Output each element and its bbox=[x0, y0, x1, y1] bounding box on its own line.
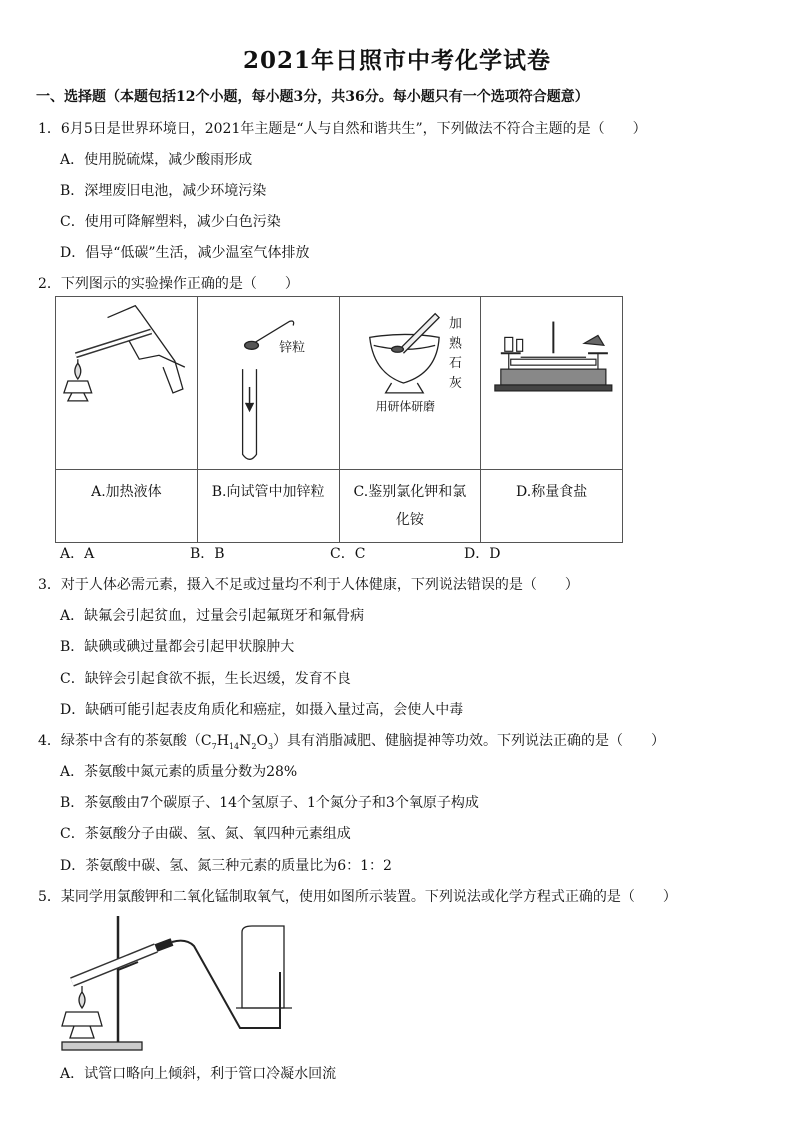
section-heading: 一、选择题（本题包括12个小题，每小题3分，共36分。每小题只有一个选项符合题意） bbox=[36, 89, 589, 105]
caption-b: B.向试管中加锌粒 bbox=[197, 470, 339, 543]
operations-table bbox=[55, 296, 623, 543]
question-1-option-a: A．使用脱硫煤，减少酸雨形成 bbox=[60, 152, 253, 168]
mortar-label: 用研体研磨 bbox=[375, 399, 435, 414]
caption-a: A.加热液体 bbox=[56, 470, 198, 543]
caption-c-line-2: 化铵 bbox=[395, 512, 424, 528]
lime-label-3: 石 bbox=[448, 355, 462, 371]
adding-zinc-figure bbox=[198, 297, 339, 469]
question-3-option-b: B．缺碘或碘过量都会引起甲状腺肿大 bbox=[60, 639, 295, 655]
question-4-option-a: A．茶氨酸中氮元素的质量分数为28% bbox=[60, 764, 298, 780]
figure-b-cell bbox=[197, 297, 339, 470]
formula-h: H bbox=[216, 733, 229, 749]
question-4-stem-post: ）具有消脂减肥、健脑提神等功效。下列说法正确的是（ ） bbox=[273, 733, 666, 749]
formula-o-count: 3 bbox=[267, 741, 274, 751]
caption-c bbox=[339, 470, 481, 543]
question-5-option-a: A．试管口略向上倾斜，利于管口冷凝水回流 bbox=[60, 1066, 337, 1082]
question-1-stem: 1．6月5日是世界环境日，2021年主题是“人与自然和谐共生”，下列做法不符合主题的是（ ） bbox=[38, 121, 647, 137]
question-1-option-d: D．倡导“低碳”生活，减少温室气体排放 bbox=[60, 245, 310, 261]
formula-n: N bbox=[239, 733, 252, 749]
figure-a-cell bbox=[56, 297, 198, 470]
formula-o: O bbox=[256, 733, 268, 749]
question-3-stem: 3．对于人体必需元素，摄入不足或过量均不利于人体健康，下列说法错误的是（ ） bbox=[38, 577, 579, 593]
figure-c-cell bbox=[339, 297, 481, 470]
question-3-option-c: C．缺锌会引起食欲不振，生长迟缓，发育不良 bbox=[60, 671, 351, 687]
answer-b: B．B bbox=[190, 546, 225, 562]
question-4-stem bbox=[38, 730, 665, 751]
lime-label-2: 熟 bbox=[448, 335, 462, 351]
lime-label-4: 灰 bbox=[448, 374, 462, 390]
formula-c-count: 7 bbox=[211, 741, 217, 751]
question-2-stem: 2．下列图示的实验操作正确的是（ ） bbox=[38, 276, 299, 292]
oxygen-apparatus-figure bbox=[52, 912, 292, 1054]
balance-figure bbox=[481, 297, 622, 469]
question-4-option-c: C．茶氨酸分子由碳、氢、氮、氧四种元素组成 bbox=[60, 826, 351, 842]
lime-label-1: 加 bbox=[448, 315, 462, 331]
question-1-option-b: B．深埋废旧电池，减少环境污染 bbox=[60, 183, 267, 199]
answer-c: C．C bbox=[330, 546, 366, 562]
question-4-option-b: B．茶氨酸由7个碳原子、14个氢原子、1个氮分子和3个氧原子构成 bbox=[60, 795, 479, 811]
answer-a: A．A bbox=[60, 546, 95, 562]
question-4-option-d: D．茶氨酸中碳、氢、氮三种元素的质量比为6：1：2 bbox=[60, 858, 392, 874]
question-1-option-c: C．使用可降解塑料，减少白色污染 bbox=[60, 214, 281, 230]
question-3-option-d: D．缺硒可能引起表皮角质化和癌症，如摄入量过高，会使人中毒 bbox=[60, 702, 464, 718]
caption-c-line-1: C.鉴别氯化钾和氯 bbox=[353, 484, 467, 500]
heating-liquid-figure bbox=[56, 297, 197, 469]
question-4-stem-pre: 4．绿茶中含有的茶氨酸（C bbox=[38, 733, 212, 749]
figure-d-cell bbox=[481, 297, 623, 470]
caption-d: D.称量食盐 bbox=[481, 470, 623, 543]
page-title: 2021年日照市中考化学试卷 bbox=[242, 47, 551, 74]
question-3-option-a: A．缺氟会引起贫血，过量会引起氟斑牙和氟骨病 bbox=[60, 608, 365, 624]
question-5-stem: 5．某同学用氯酸钾和二氧化锰制取氧气，使用如图所示装置。下列说法或化学方程式正确的是（ ） bbox=[38, 889, 677, 905]
formula-h-count: 14 bbox=[228, 741, 240, 751]
answer-d: D．D bbox=[464, 546, 501, 562]
formula-n-count: 2 bbox=[251, 741, 257, 751]
mortar-figure bbox=[340, 297, 481, 469]
zinc-label: 锌粒 bbox=[279, 339, 305, 355]
